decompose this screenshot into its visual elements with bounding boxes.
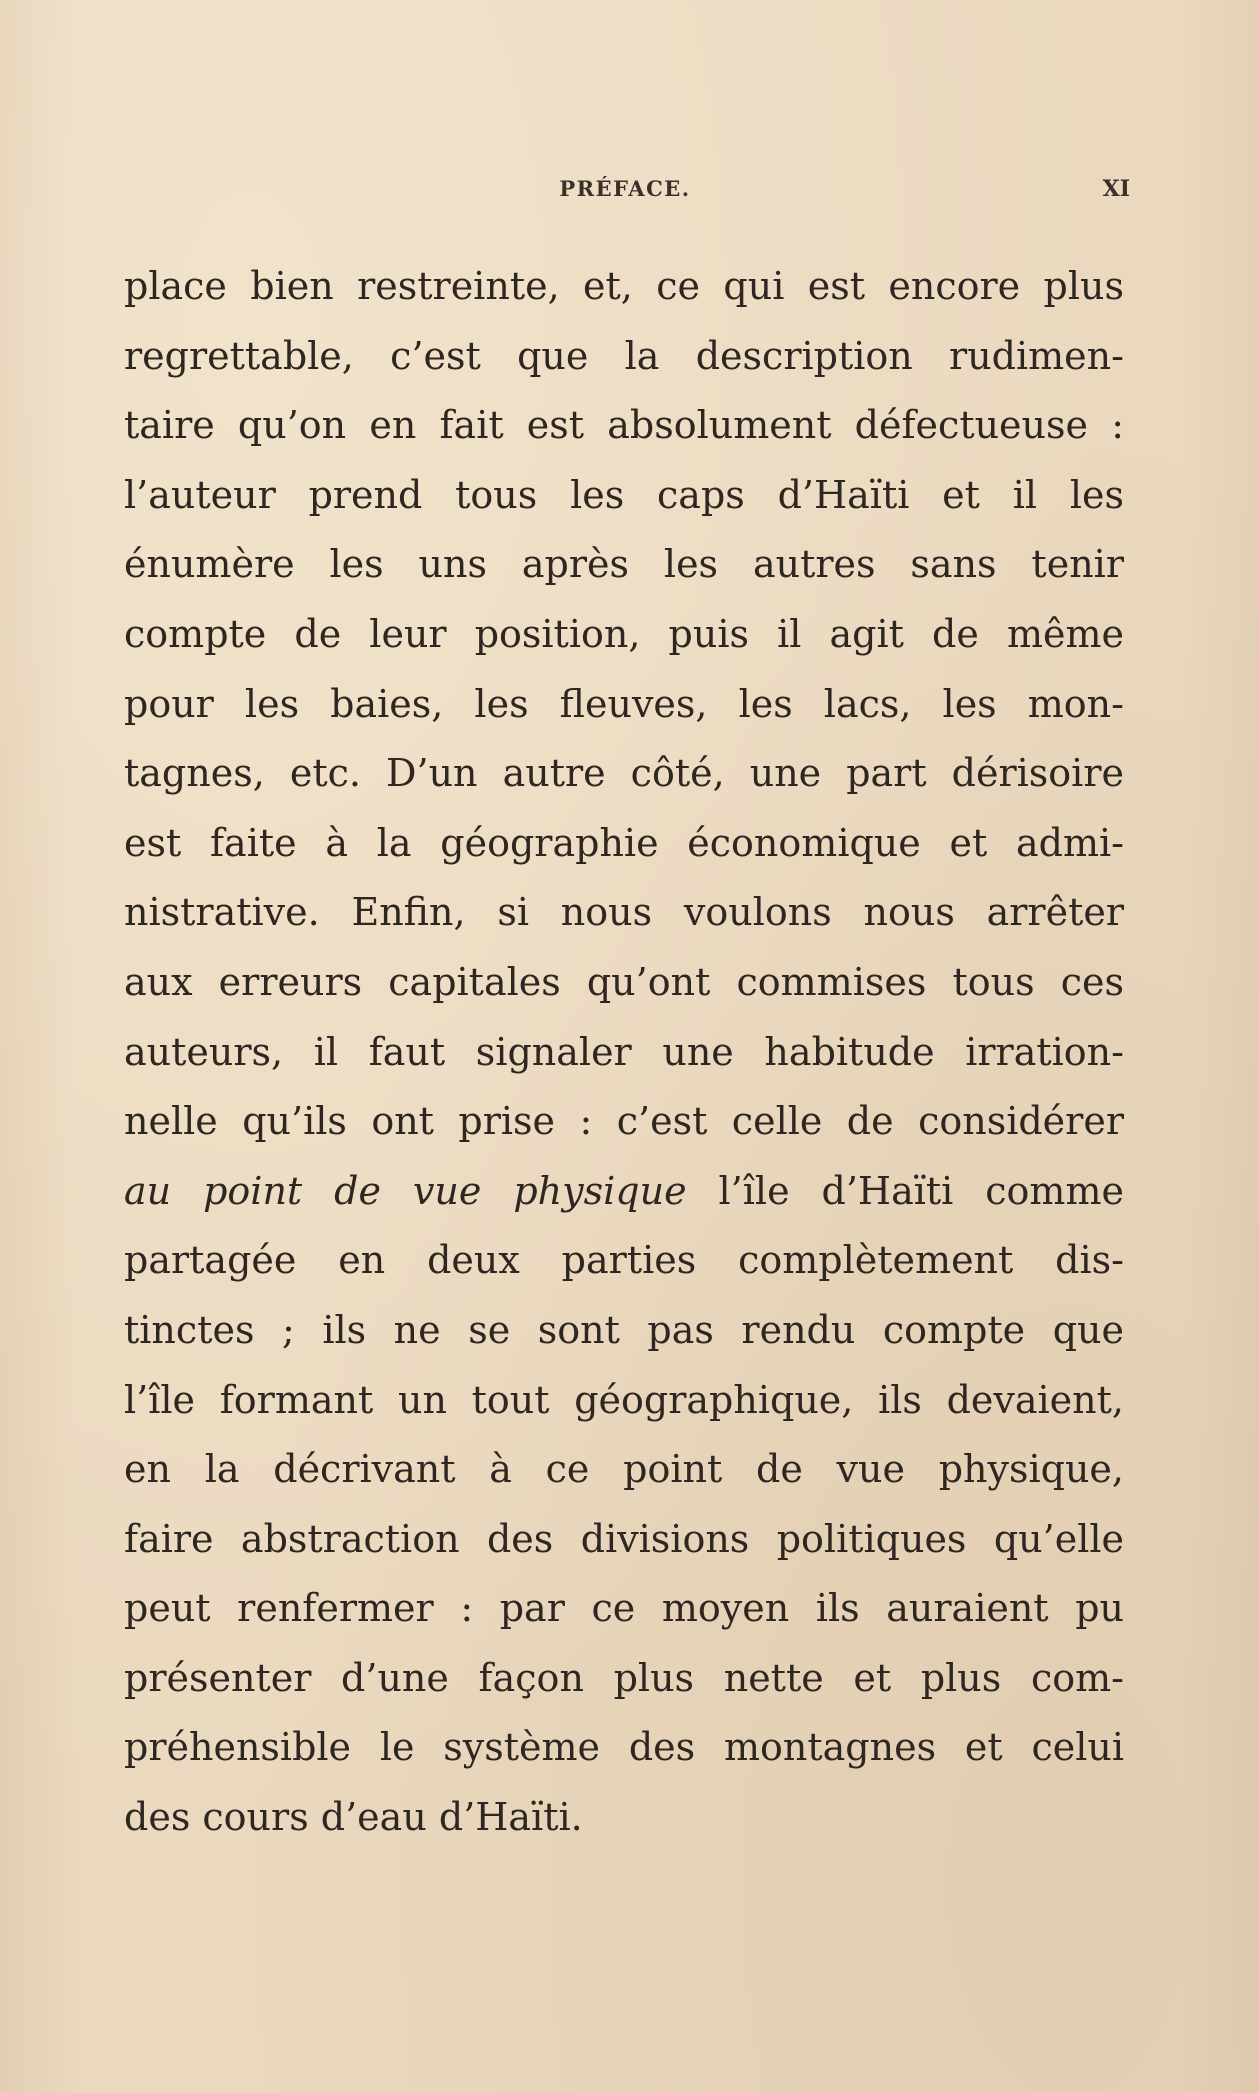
text-line: faire abstraction des divisions politiques qu’elle — [124, 1516, 1124, 1561]
text-line: nelle qu’ils ont prise : c’est celle de considérer — [124, 1099, 1124, 1144]
text-line: compte de leur position, puis il agit de même — [124, 611, 1124, 656]
text-line: auteurs, il faut signaler une habitude irration- — [124, 1029, 1124, 1074]
text-line: l’île formant un tout géographique, ils devaient, — [124, 1377, 1124, 1422]
italic-phrase: au point de vue physique — [124, 1168, 687, 1213]
text-line: taire qu’on en fait est absolument défectueuse : — [124, 403, 1124, 448]
text-line: en la décrivant à ce point de vue physique, — [124, 1447, 1124, 1492]
text-line: aux erreurs capitales qu’ont commises tous ces — [124, 959, 1124, 1004]
text-line: peut renfermer : par ce moyen ils auraient pu — [124, 1586, 1124, 1631]
body-paragraph — [124, 252, 1124, 1853]
text-line-rest: l’île d’Haïti comme — [686, 1168, 1124, 1213]
text-line: place bien restreinte, et, ce qui est encore plus — [124, 264, 1124, 308]
text-line: tagnes, etc. D’un autre côté, une part dérisoire — [124, 751, 1124, 796]
running-head — [120, 176, 1130, 206]
text-line: partagée en deux parties complètement dis- — [124, 1238, 1124, 1283]
text-line: est faite à la géographie économique et admi- — [124, 820, 1124, 865]
text-line: énumère les uns après les autres sans tenir — [124, 542, 1124, 587]
text-line: nistrative. Enfin, si nous voulons nous arrêter — [124, 890, 1124, 935]
text-line-last: des cours d’eau d’Haïti. — [124, 1795, 583, 1840]
text-line: regrettable, c’est que la description rudimen- — [124, 333, 1124, 378]
running-title: PRÉFACE. — [559, 176, 691, 201]
text-line: présenter d’une façon plus nette et plus com- — [124, 1655, 1124, 1700]
text-line: tinctes ; ils ne se sont pas rendu compte que — [124, 1307, 1124, 1352]
page-number: XI — [1102, 176, 1130, 202]
text-line: l’auteur prend tous les caps d’Haïti et il les — [124, 472, 1124, 517]
text-line: préhensible le système des montagnes et celui — [124, 1725, 1124, 1770]
text-line: pour les baies, les fleuves, les lacs, les mon- — [124, 681, 1124, 726]
text-line-with-italic — [124, 1157, 1124, 1227]
